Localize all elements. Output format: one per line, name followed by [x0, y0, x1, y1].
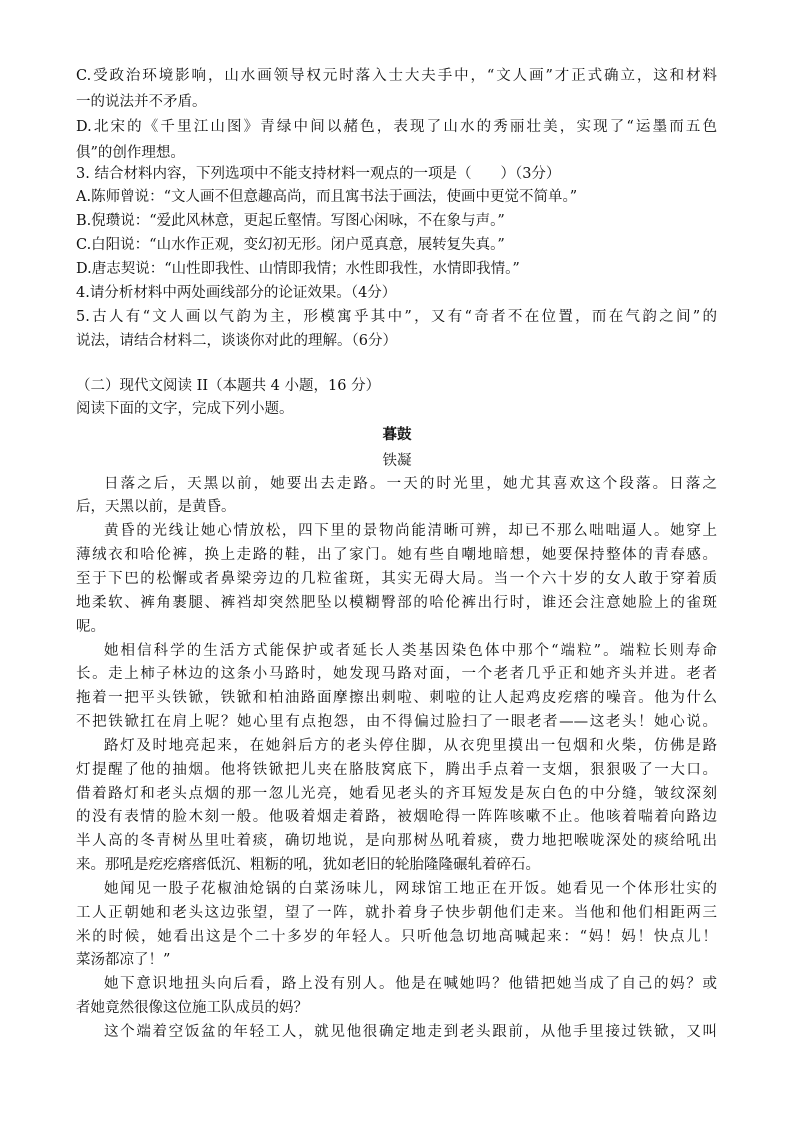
paragraph-2-line-1: 黄昏的光线让她心情放松，四下里的景物尚能清晰可辨，却已不那么咄咄逼人。她穿上	[104, 523, 717, 539]
story-author: 铁凝	[382, 453, 412, 469]
paragraph-5-line-1: 她闻见一股子花椒油炝锅的白菜汤味儿，网球馆工地正在开饭。她看见一个体形壮实的	[104, 881, 717, 897]
paragraph-3-line-4: 不把铁锨扛在肩上呢？她心里有点抱怨，由不得偏过脸扫了一眼老者——这老头！她心说。	[76, 714, 717, 730]
paragraph-2-line-4: 地柔软、裤角裹腿、裤裆却突然肥坠以模糊臀部的哈伦裤出行时，谁还会注意她脸上的雀斑	[76, 595, 717, 611]
paragraph-6-line-1: 她下意识地扭头向后看，路上没有别人。他是在喊她吗？他错把她当成了自己的妈？或	[104, 976, 717, 992]
paragraph-4-line-4: 的没有表情的脸木刻一般。他吸着烟走着路，被烟呛得一阵阵咳嗽不止。他咳着喘着向路边	[76, 809, 717, 825]
option-c-line-2: 一的说法并不矛盾。	[76, 94, 207, 110]
paragraph-4-line-1: 路灯及时地亮起来，在她斜后方的老头停住脚，从衣兜里摸出一包烟和火柴，仿佛是路	[104, 738, 717, 754]
paragraph-5-line-4: 菜汤都凉了！”	[76, 952, 171, 968]
paragraph-2-line-5: 呢。	[76, 619, 105, 635]
question-5-line-1: 5.古人有“文人画以气韵为主，形模寓乎其中”，又有“奇者不在位置，而在气韵之间”的	[76, 309, 717, 325]
question-3-option-d: D.唐志契说：“山性即我性、山情即我情；水性即我性，水情即我情。”	[76, 261, 520, 277]
question-3-option-c: C.白阳说：“山水作正观，变幻初无形。闭户觅真意，展转复失真。”	[76, 237, 505, 253]
story-title: 暮鼓	[382, 426, 412, 443]
option-c-line-1: C.受政治环境影响，山水画领导权元时落入士大夫手中，“文人画”才正式确立，这和材料	[76, 68, 717, 84]
paragraph-7-line-1: 这个端着空饭盆的年轻工人，就见他很确定地走到老头跟前，从他手里接过铁锨，又叫	[104, 1024, 717, 1040]
paragraph-5-line-3: 米的时候，她看出这是个二十多岁的年轻人。只听他急切地高喊起来：“妈！妈！快点儿！	[76, 929, 717, 945]
question-3-stem: 3. 结合材料内容，下列选项中不能支持材料一观点的一项是（ ）（3分）	[76, 166, 561, 182]
question-5-line-2: 说法，请结合材料二，谈谈你对此的理解。（6分）	[76, 333, 397, 349]
paragraph-3-line-2: 长。走上柿子林边的这条小马路时，她发现马路对面，一个老者几乎正和她齐头并进。老者	[76, 666, 717, 682]
paragraph-2-line-3: 至于下巴的松懈或者鼻梁旁边的几粒雀斑，其实无碍大局。当一个六十岁的女人敢于穿着质	[76, 571, 717, 587]
question-4: 4.请分析材料中两处画线部分的论证效果。（4分）	[76, 285, 397, 301]
section-heading: （二）现代文阅读 II（本题共 4 小题，16 分）	[76, 378, 381, 394]
question-3-option-a: A.陈师曾说：“文人画不但意趣高尚，而且寓书法于画法，使画中更觉不简单。”	[76, 189, 578, 205]
question-3-option-b: B.倪瓒说：“爱此风林意，更起丘壑情。写图心闲咏，不在象与声。”	[76, 213, 505, 229]
option-d-line-2: 俱”的创作理想。	[76, 145, 185, 161]
paragraph-1-line-1: 日落之后，天黑以前，她要出去走路。一天的时光里，她尤其喜欢这个段落。日落之	[104, 476, 717, 492]
paragraph-3-line-3: 拖着一把平头铁锨，铁锨和柏油路面摩擦出刺啦、刺啦的让人起鸡皮疙瘩的噪音。他为什么	[76, 690, 717, 706]
paragraph-3-line-1: 她相信科学的生活方式能保护或者延长人类基因染色体中那个“端粒”。端粒长则寿命	[104, 643, 717, 659]
paragraph-4-line-3: 借着路灯和老头点烟的那一忽儿光亮，她看见老头的齐耳短发是灰白色的中分缝，皱纹深刻	[76, 786, 717, 802]
paragraph-6-line-2: 者她竟然很像这位施工队成员的妈？	[76, 1000, 308, 1016]
section-instruction: 阅读下面的文字，完成下列小题。	[76, 401, 294, 417]
paragraph-4-line-2: 灯提醒了他的抽烟。他将铁锨把儿夹在胳肢窝底下，腾出手点着一支烟，狠狠吸了一大口。	[76, 762, 717, 778]
paragraph-5-line-2: 工人正朝她和老头这边张望，望了一阵，就扑着身子快步朝他们走来。当他和他们相距两三	[76, 905, 717, 921]
paragraph-4-line-6: 来。那吼是疙疙瘩瘩低沉、粗粝的吼，犹如老旧的轮胎隆隆碾轧着碎石。	[76, 857, 540, 873]
paragraph-2-line-2: 薄绒衣和哈伦裤，换上走路的鞋，出了家门。她有些自嘲地暗想，她要保持整体的青春感。	[76, 547, 717, 563]
option-d-line-1: D.北宋的《千里江山图》青绿中间以赭色，表现了山水的秀丽壮美，实现了“运墨而五色	[76, 119, 717, 135]
paragraph-4-line-5: 半人高的冬青树丛里吐着痰，确切地说，是向那树丛吼着痰，费力地把喉咙深处的痰给吼出	[76, 833, 717, 849]
paragraph-1-line-2: 后，天黑以前，是黄昏。	[76, 499, 236, 515]
